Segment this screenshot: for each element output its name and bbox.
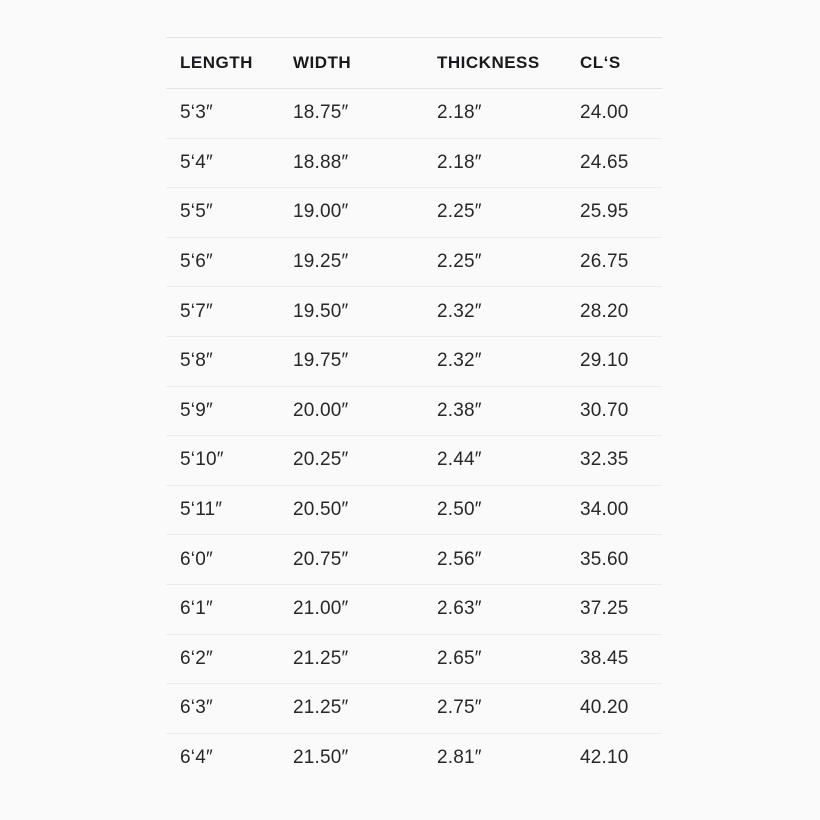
header-row xyxy=(166,38,662,89)
thickness-cell: 2.25″ xyxy=(437,201,482,223)
width-cell: 19.00″ xyxy=(293,201,349,223)
table-row xyxy=(166,733,662,782)
cls-cell: 24.00 xyxy=(580,102,629,124)
table-row xyxy=(166,336,662,386)
length-cell: 6‘4″ xyxy=(180,747,213,769)
cls-cell: 29.10 xyxy=(580,350,629,372)
cls-cell: 32.35 xyxy=(580,449,629,471)
length-cell: 5‘11″ xyxy=(180,499,223,521)
column-header-thickness: THICKNESS xyxy=(437,53,540,72)
column-header-width: WIDTH xyxy=(293,53,352,72)
size-chart-table xyxy=(166,37,662,782)
thickness-cell: 2.32″ xyxy=(437,300,482,322)
length-cell: 5‘10″ xyxy=(180,449,224,471)
width-cell: 21.25″ xyxy=(293,697,349,719)
thickness-cell: 2.75″ xyxy=(437,697,482,719)
thickness-cell: 2.25″ xyxy=(437,251,482,273)
cls-cell: 34.00 xyxy=(580,499,629,521)
thickness-cell: 2.63″ xyxy=(437,598,482,620)
thickness-cell: 2.65″ xyxy=(437,647,482,669)
table-row xyxy=(166,138,662,188)
width-cell: 19.50″ xyxy=(293,300,349,322)
length-cell: 6‘2″ xyxy=(180,647,213,669)
thickness-cell: 2.44″ xyxy=(437,449,482,471)
length-cell: 5‘7″ xyxy=(180,300,213,322)
thickness-cell: 2.38″ xyxy=(437,399,482,421)
table-row xyxy=(166,584,662,634)
column-header-length: LENGTH xyxy=(180,53,253,72)
width-cell: 20.00″ xyxy=(293,399,349,421)
length-cell: 5‘5″ xyxy=(180,201,213,223)
cls-cell: 25.95 xyxy=(580,201,629,223)
table-row xyxy=(166,535,662,585)
table-row xyxy=(166,386,662,436)
width-cell: 20.50″ xyxy=(293,499,349,521)
table-header xyxy=(166,38,662,89)
length-cell: 5‘4″ xyxy=(180,151,213,173)
width-cell: 21.00″ xyxy=(293,598,349,620)
cls-cell: 40.20 xyxy=(580,697,629,719)
table-row xyxy=(166,89,662,139)
width-cell: 19.25″ xyxy=(293,251,349,273)
size-chart-container xyxy=(166,37,662,782)
cls-cell: 30.70 xyxy=(580,399,629,421)
length-cell: 5‘6″ xyxy=(180,251,213,273)
cls-cell: 24.65 xyxy=(580,151,629,173)
cls-cell: 37.25 xyxy=(580,598,629,620)
length-cell: 5‘9″ xyxy=(180,399,213,421)
table-row xyxy=(166,287,662,337)
thickness-cell: 2.18″ xyxy=(437,151,482,173)
width-cell: 20.25″ xyxy=(293,449,349,471)
width-cell: 21.25″ xyxy=(293,647,349,669)
table-row xyxy=(166,436,662,486)
width-cell: 18.75″ xyxy=(293,102,349,124)
thickness-cell: 2.50″ xyxy=(437,499,482,521)
column-header-cls: CL‘S xyxy=(580,53,621,72)
table-row xyxy=(166,188,662,238)
cls-cell: 28.20 xyxy=(580,300,629,322)
length-cell: 5‘3″ xyxy=(180,102,213,124)
table-row xyxy=(166,634,662,684)
table-row xyxy=(166,237,662,287)
cls-cell: 35.60 xyxy=(580,548,629,570)
width-cell: 20.75″ xyxy=(293,548,349,570)
thickness-cell: 2.81″ xyxy=(437,747,482,769)
thickness-cell: 2.32″ xyxy=(437,350,482,372)
cls-cell: 38.45 xyxy=(580,647,629,669)
cls-cell: 26.75 xyxy=(580,251,629,273)
width-cell: 18.88″ xyxy=(293,151,349,173)
width-cell: 21.50″ xyxy=(293,747,349,769)
width-cell: 19.75″ xyxy=(293,350,349,372)
cls-cell: 42.10 xyxy=(580,747,629,769)
table-body xyxy=(166,89,662,783)
thickness-cell: 2.56″ xyxy=(437,548,482,570)
length-cell: 5‘8″ xyxy=(180,350,213,372)
thickness-cell: 2.18″ xyxy=(437,102,482,124)
table-row xyxy=(166,684,662,734)
length-cell: 6‘1″ xyxy=(180,598,213,620)
length-cell: 6‘0″ xyxy=(180,548,213,570)
table-row xyxy=(166,485,662,535)
length-cell: 6‘3″ xyxy=(180,697,213,719)
